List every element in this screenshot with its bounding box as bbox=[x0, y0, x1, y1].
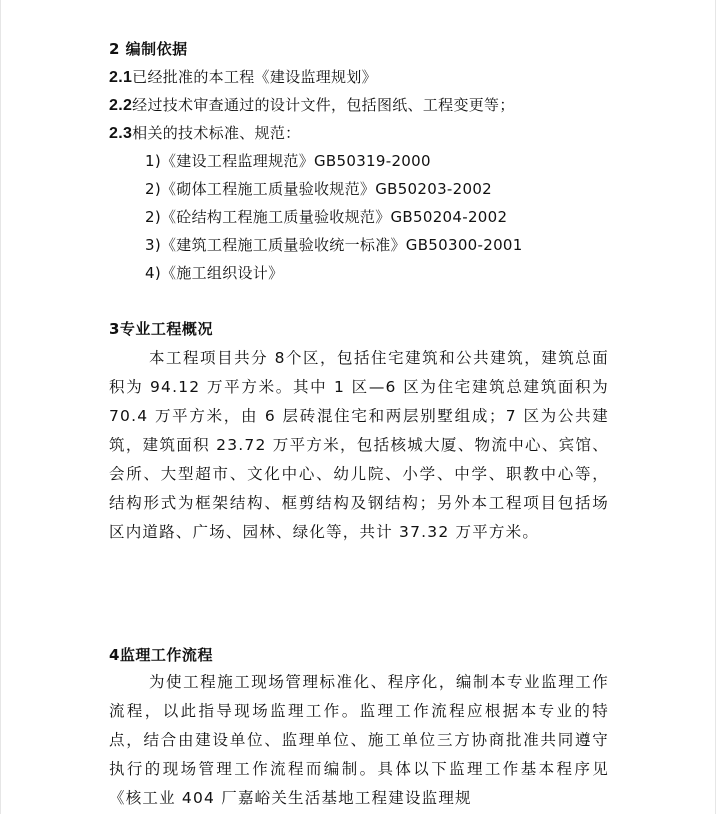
section-3-heading: 3专业工程概况 bbox=[109, 320, 213, 338]
item-text: 已经批准的本工程《建设监理规划》 bbox=[132, 68, 377, 86]
section-2-heading: 2 编制依据 bbox=[109, 40, 188, 58]
item-text: 相关的技术标准、规范： bbox=[132, 124, 301, 142]
standard-item-2: 2)《砌体工程施工质量验收规范》GB50203-2002 bbox=[145, 180, 493, 198]
item-number: 2.3 bbox=[109, 125, 133, 142]
section-4-paragraph: 为使工程施工现场管理标准化、程序化，编制本专业监理工作流程，以此指导现场监理工作。监理工作流程应根据本专业的特点，结合由建设单位、监理单位、施工单位三方协商批准共同遵守执行的现场管理工作流程而编制。具体以下监理工作基本程序见《核工业 404 厂嘉峪关生活基地工程建设监理规 bbox=[109, 673, 609, 807]
standard-item-5: 4)《施工组织设计》 bbox=[145, 264, 284, 282]
section-4-heading: 4监理工作流程 bbox=[109, 646, 213, 664]
item-number: 2.2 bbox=[109, 97, 133, 114]
section-3-paragraph: 本工程项目共分 8个区，包括住宅建筑和公共建筑，建筑总面积为 94.12 万平方米。其中 1 区—6 区为住宅建筑总建筑面积为 70.4 万平方米，由 6 层砖混住宅和两层别墅组成；7 区为公共建筑，建筑面积 23.72 万平方米，包括核城大厦、物流中心、宾馆、会所、大型超市、文化中心、幼儿院、小学、中学、职教中心等，结构形式为框架结构、框剪结构及钢结构；另外本工程项目包括场区内道路、广场、园林、绿化等，共计 37.32 万平方米。 bbox=[109, 349, 609, 541]
item-text: 经过技术审查通过的设计文件，包括图纸、工程变更等； bbox=[132, 96, 515, 114]
standard-item-1: 1)《建设工程监理规范》GB50319-2000 bbox=[145, 152, 431, 170]
standard-item-4: 3)《建筑工程施工质量验收统一标准》GB50300-2001 bbox=[145, 236, 523, 254]
item-number: 2.1 bbox=[109, 69, 133, 86]
section-2-item-3 bbox=[109, 122, 300, 143]
standard-item-3: 2)《砼结构工程施工质量验收规范》GB50204-2002 bbox=[145, 208, 508, 226]
section-2-item-2 bbox=[109, 94, 515, 115]
section-2-item-1 bbox=[109, 66, 377, 87]
